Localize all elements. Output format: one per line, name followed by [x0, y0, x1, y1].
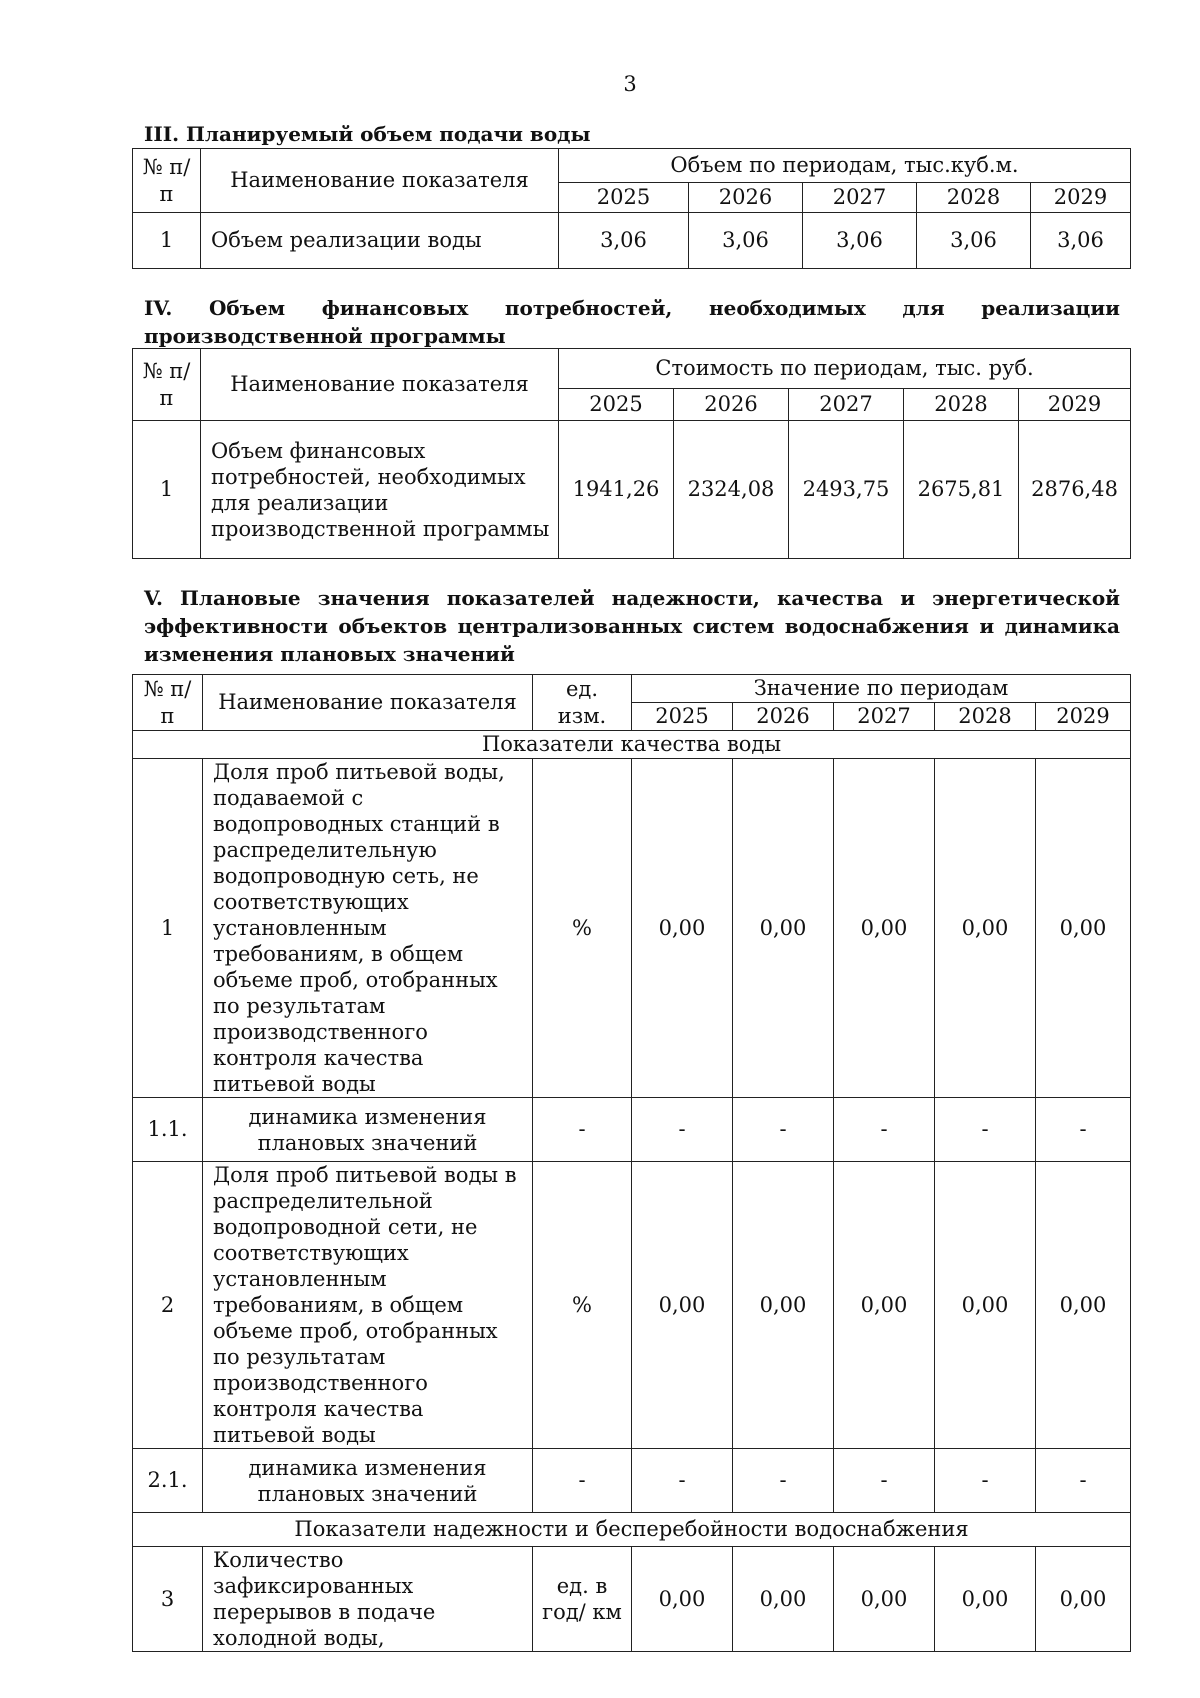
- row-value: -: [733, 1098, 834, 1162]
- row-value: -: [935, 1098, 1036, 1162]
- row-unit: -: [533, 1449, 632, 1513]
- header-year: 2027: [834, 703, 935, 731]
- header-year: 2026: [689, 183, 803, 213]
- row-value: 2324,08: [674, 421, 789, 559]
- row-unit: -: [533, 1098, 632, 1162]
- financial-needs-table: [132, 348, 1131, 559]
- row-name: Доля проб питьевой воды, подаваемой с водопроводных станций в распределительную водопроводную сеть, не соответствующих установленным требованиям, в общем объеме проб, отобранных по результатам производственного контроля качества питьевой воды: [203, 759, 533, 1098]
- row-value: 3,06: [559, 213, 689, 269]
- row-num: 1: [133, 213, 201, 269]
- row-value: 2493,75: [789, 421, 904, 559]
- row-num: 2: [133, 1162, 203, 1449]
- row-value: 0,00: [632, 759, 733, 1098]
- row-value: -: [834, 1449, 935, 1513]
- row-name: Количество зафиксированных перерывов в подаче холодной воды,: [203, 1547, 533, 1652]
- section-3-heading: III. Планируемый объем подачи воды: [144, 122, 591, 146]
- row-value: -: [935, 1449, 1036, 1513]
- table-row: [133, 1098, 1131, 1162]
- header-name: Наименование показателя: [201, 149, 559, 213]
- header-year: 2028: [935, 703, 1036, 731]
- row-value: 3,06: [803, 213, 917, 269]
- row-value: 0,00: [733, 759, 834, 1098]
- header-year: 2025: [559, 183, 689, 213]
- row-value: 0,00: [1036, 1547, 1131, 1652]
- row-value: 0,00: [632, 1162, 733, 1449]
- table-row: [133, 213, 1131, 269]
- table-row: [133, 759, 1131, 1098]
- group-quality-heading: Показатели качества воды: [133, 731, 1131, 759]
- row-num: 2.1.: [133, 1449, 203, 1513]
- row-value: 0,00: [733, 1547, 834, 1652]
- header-year: 2028: [917, 183, 1031, 213]
- row-name: Объем финансовых потребностей, необходимых для реализации производственной программы: [201, 421, 559, 559]
- header-period-group: Значение по периодам: [632, 675, 1131, 703]
- row-num: 1: [133, 759, 203, 1098]
- row-value: 0,00: [834, 759, 935, 1098]
- row-name: динамика изменения плановых значений: [203, 1449, 533, 1513]
- water-supply-table: [132, 148, 1131, 269]
- row-value: -: [733, 1449, 834, 1513]
- header-year: 2026: [674, 389, 789, 421]
- header-period-group: Объем по периодам, тыс.куб.м.: [559, 149, 1131, 183]
- header-num: № п/п: [133, 675, 203, 731]
- row-value: -: [632, 1449, 733, 1513]
- header-year: 2025: [559, 389, 674, 421]
- row-value: 0,00: [935, 1162, 1036, 1449]
- row-value: 0,00: [733, 1162, 834, 1449]
- page-number: 3: [623, 72, 637, 96]
- row-value: -: [632, 1098, 733, 1162]
- row-value: -: [834, 1098, 935, 1162]
- header-unit: ед. изм.: [533, 675, 632, 731]
- header-year: 2028: [904, 389, 1019, 421]
- row-unit: %: [533, 1162, 632, 1449]
- row-value: 0,00: [834, 1547, 935, 1652]
- row-num: 3: [133, 1547, 203, 1652]
- table-row: [133, 1547, 1131, 1652]
- section-4-heading: IV. Объем финансовых потребностей, необходимых для реализации производственной программы: [144, 296, 1120, 348]
- row-num: 1: [133, 421, 201, 559]
- header-year: 2027: [803, 183, 917, 213]
- row-value: -: [1036, 1098, 1131, 1162]
- row-value: 1941,26: [559, 421, 674, 559]
- table-row: [133, 1162, 1131, 1449]
- row-value: 3,06: [917, 213, 1031, 269]
- row-value: 2876,48: [1019, 421, 1131, 559]
- row-value: 0,00: [935, 1547, 1036, 1652]
- row-value: 0,00: [935, 759, 1036, 1098]
- row-value: -: [1036, 1449, 1131, 1513]
- row-name: Доля проб питьевой воды в распределительной водопроводной сети, не соответствующих установленным требованиям, в общем объеме проб, отобранных по результатам производственного контроля качества питьевой воды: [203, 1162, 533, 1449]
- row-value: 3,06: [1031, 213, 1131, 269]
- row-name: Объем реализации воды: [201, 213, 559, 269]
- indicators-table: [132, 674, 1131, 1652]
- table-row: [133, 1449, 1131, 1513]
- header-num: № п/п: [133, 149, 201, 213]
- header-year: 2025: [632, 703, 733, 731]
- header-year: 2029: [1036, 703, 1131, 731]
- row-unit: ед. в год/ км: [533, 1547, 632, 1652]
- row-value: 2675,81: [904, 421, 1019, 559]
- row-unit: %: [533, 759, 632, 1098]
- row-name: динамика изменения плановых значений: [203, 1098, 533, 1162]
- section-5-heading: V. Плановые значения показателей надежности, качества и энергетической эффективности объектов централизованных систем водоснабжения и динамика изменения плановых значений: [144, 586, 1120, 666]
- row-value: 0,00: [1036, 759, 1131, 1098]
- row-value: 0,00: [1036, 1162, 1131, 1449]
- header-year: 2026: [733, 703, 834, 731]
- row-value: 0,00: [834, 1162, 935, 1449]
- header-year: 2029: [1031, 183, 1131, 213]
- header-name: Наименование показателя: [201, 349, 559, 421]
- header-year: 2027: [789, 389, 904, 421]
- header-period-group: Стоимость по периодам, тыс. руб.: [559, 349, 1131, 389]
- group-reliability-heading: Показатели надежности и бесперебойности водоснабжения: [133, 1513, 1131, 1547]
- row-value: 0,00: [632, 1547, 733, 1652]
- table-row: [133, 421, 1131, 559]
- row-value: 3,06: [689, 213, 803, 269]
- header-name: Наименование показателя: [203, 675, 533, 731]
- header-year: 2029: [1019, 389, 1131, 421]
- header-num: № п/п: [133, 349, 201, 421]
- row-num: 1.1.: [133, 1098, 203, 1162]
